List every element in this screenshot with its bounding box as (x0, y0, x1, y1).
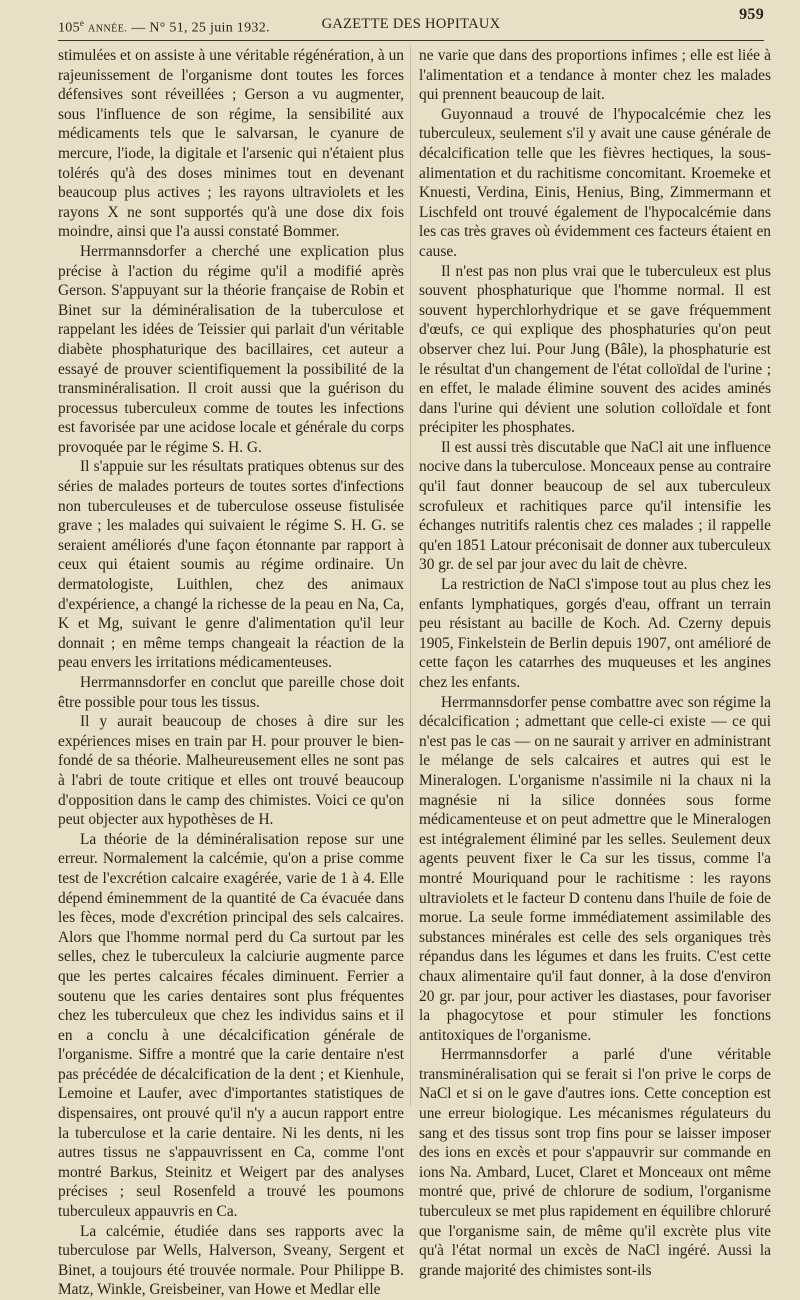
paragraph: La calcémie, étudiée dans ses rapports avec la tuberculose par Wells, Halverson, Sveany, Sergent et Binet, a toujours été trouvée normale. Pour Philippe B. Matz, Winkle, Greisbeiner, van Howe et Medlar elle (58, 1222, 404, 1299)
paragraph: Herrmannsdorfer pense combattre avec son régime la décalcification ; admettant que celle-ci existe — ce qui n'est pas le cas — on ne saurait y arriver en administrant le mélange de sels calcaires et autres qui est le Mineralogen. L'organisme n'assimile ni la chaux ni la magnésie ni la silice données sous forme médicamenteuse et on peut admettre que le Mineralogen est intégralement éliminé par les selles. Seulement deux agents peuvent fixer le Ca sur les tissus, comme l'a montré Mouriquand pour le rachitisme : les rayons ultraviolets et le facteur D contenu dans l'huile de foie de morue. La seule forme immédiatement assimilable des substances minérales est celle des sels organiques très répandus dans les légumes et dans les fruits. C'est cette chaux alimentaire qu'il faut donner, à la dose d'environ 20 gr. par jour, pour activer les diastases, pour favoriser la phagocytose et pour stimuler les fonctions antitoxiques de l'organisme. (419, 693, 771, 1044)
page-number: 959 (739, 6, 764, 23)
paragraph: Il n'est pas non plus vrai que le tuberculeux est plus souvent phosphaturique que l'homme normal. Il est souvent hyperchlorhydrique et se gave fréquemment d'œufs, ce qui explique des phosphaturies qu'on peut observer chez lui. Pour Jung (Bâle), la phosphaturie est le résultat d'un changement de l'état colloïdal de l'urine ; en effet, le malade élimine souvent des acides aminés dans l'urine qui dévient une solution colloïdale et font précipiter les phosphates. (419, 262, 771, 437)
paragraph: Guyonnaud a trouvé de l'hypocalcémie chez les tuberculeux, seulement s'il y avait une cause générale de décalcification telle que les fièvres hectiques, la sous-alimentation et du rachitisme concomitant. Kroemeke et Knuesti, Verdina, Einis, Henius, Bing, Zimmermann et Lischfeld ont trouvé également de l'hypocalcémie dans les cas très graves où évidemment ces facteurs étaient en cause. (419, 105, 771, 260)
journal-title: GAZETTE DES HOPITAUX (321, 16, 501, 32)
paragraph: stimulées et on assiste à une véritable régénération, à un rajeunissement de l'organisme dont toutes les forces défensives sont réveillées ; Gerson a vu augmenter, sous l'influence de son régime, la sensibilité aux médicaments tels que le salvarsan, le cyanure de mercure, l'iode, la digitale et l'arsenic qui n'étaient plus tolérés qu'à des doses minimes tout en devenant beaucoup plus actives ; les rayons ultraviolets et les rayons X ne sont supportés qu'à une dose dix fois moindre, ainsi que l'a aussi constaté Bommer. (58, 47, 404, 241)
year-superscript: e (79, 18, 85, 28)
paragraph: La restriction de NaCl s'impose tout au plus chez les enfants lymphatiques, gorgés d'eau, offrant un terrain peu résistant au bacille de Koch. Ad. Czerny depuis 1905, Finkelstein de Berlin depuis 1907, ont amélioré de cette façon les catarrhes des muqueuses et les angines chez les enfants. (419, 576, 771, 691)
paragraph: Herrmannsdorfer en conclut que pareille chose doit être possible pour tous les tissus. (58, 674, 404, 711)
issue-number-date: — N° 51, 25 juin 1932. (131, 20, 270, 36)
paragraph: Il s'appuie sur les résultats pratiques obtenus sur des séries de malades porteurs de toutes sortes d'infections non tuberculeuses et de tuberculose osseuse fistulisée grave ; les malades qui suivaient le régime S. H. G. se seraient améliorés d'une façon étonnante par rapport à ceux qui étaient soumis au régime ordinaire. Un dermatologiste, Luithlen, chez des animaux d'expérience, a changé la richesse de la peau en Na, Ca, K et Mg, suivant le genre d'alimentation qu'il leur donnait ; en même temps changeait la réaction de la peau envers les irritations médicamenteuses. (58, 458, 404, 672)
left-column (58, 46, 404, 1299)
year-number: 105 (58, 20, 80, 36)
paragraph: Il est aussi très discutable que NaCl ait une influence nocive dans la tuberculose. Monceaux pense au contraire qu'il faut donner beaucoup de sel aux tuberculeux scrofuleux et rachitiques parce qu'il intensifie les échanges nutritifs ralentis chez ces malades ; il rappelle qu'en 1851 Latour préconisait de donner aux tuberculeux 30 gr. de sel par jour avec du lait de chèvre. (419, 438, 771, 574)
running-header (58, 4, 764, 41)
column-divider (410, 46, 411, 1106)
paragraph: ne varie que dans des proportions infimes ; elle est liée à l'alimentation et a tendance à monter chez les malades qui prennent beaucoup de lait. (419, 47, 771, 104)
paragraph: Herrmannsdorfer a cherché une explication plus précise à l'action du régime qu'il a modifié après Gerson. S'appuyant sur la théorie française de Robin et Binet sur la déminéralisation de la tuberculose et rappelant les idées de Teissier qui parlait d'un véritable diabète phosphaturique des bacillaires, cet auteur a essayé de prouver scientifiquement la possibilité de la transminéralisation. Il croit aussi que la guérison du processus tuberculeux comme de toutes les infections est favorisée par une acidose locale et générale du corps provoquée par le régime S. H. G. (58, 242, 404, 456)
year-word: ANNÉE. (88, 23, 128, 35)
right-column (419, 46, 771, 1279)
paragraph: La théorie de la déminéralisation repose sur une erreur. Normalement la calcémie, qu'on a prise comme test de l'excrétion calcaire exagérée, varie de 1 à 4. Elle dépend éminemment de la quantité de Ca évacuée dans les fèces, mode d'excrétion principal des sels calcaires. Alors que l'homme normal perd du Ca surtout par les selles, chez le tuberculeux la calciurie augmente parce que les pertes calcaires fécales diminuent. Ferrier a soutenu que les caries dentaires sont plus fréquentes chez les tuberculeux que chez les individus sains et il en a conclu à une décalcification générale de l'organisme. Siffre a montré que la carie dentaire n'est pas précédée de décalcification de la dent ; et Kienhule, Lemoine et Laufer, avec d'importantes statistiques de dispensaires, ont prouvé qu'il n'y a aucun rapport entre la tuberculose et la carie dentaire. Ni les dents, ni les autres tissus ne s'appauvrissent en Ca, comme l'ont montré Barkus, Steinitz et Weigert par des analyses précises ; seul Rosenfeld a trouvé les poumons tuberculeux appauvris en Ca. (58, 830, 404, 1221)
paragraph: Herrmannsdorfer a parlé d'une véritable transminéralisation qui se ferait si l'on prive le corps de NaCl et si on le gave d'autres ions. Cette conception est une erreur biologique. Les mécanismes régulateurs du sang et des tissus sont trop fins pour se laisser imposer des ions en excès et pour s'appauvrir sur commande en ions Na. Ambard, Lucet, Claret et Monceaux ont même montré que, privé de chlorure de sodium, l'organisme tuberculeux se met plus rapidement en équilibre chloruré que l'organisme sain, de même qu'il excrète plus vite qu'à l'état normal un excès de NaCl ingéré. Aussi la grande majorité des chimistes sont-ils (419, 1046, 771, 1279)
paragraph: Il y aurait beaucoup de choses à dire sur les expériences mises en train par H. pour prouver le bien-fondé de sa théorie. Malheureusement elles ne sont pas à l'abri de toute critique et elles ont trouvé beaucoup d'opposition dans le camp des chimistes. Voici ce qu'on peut objecter aux hypothèses de H. (58, 713, 404, 829)
